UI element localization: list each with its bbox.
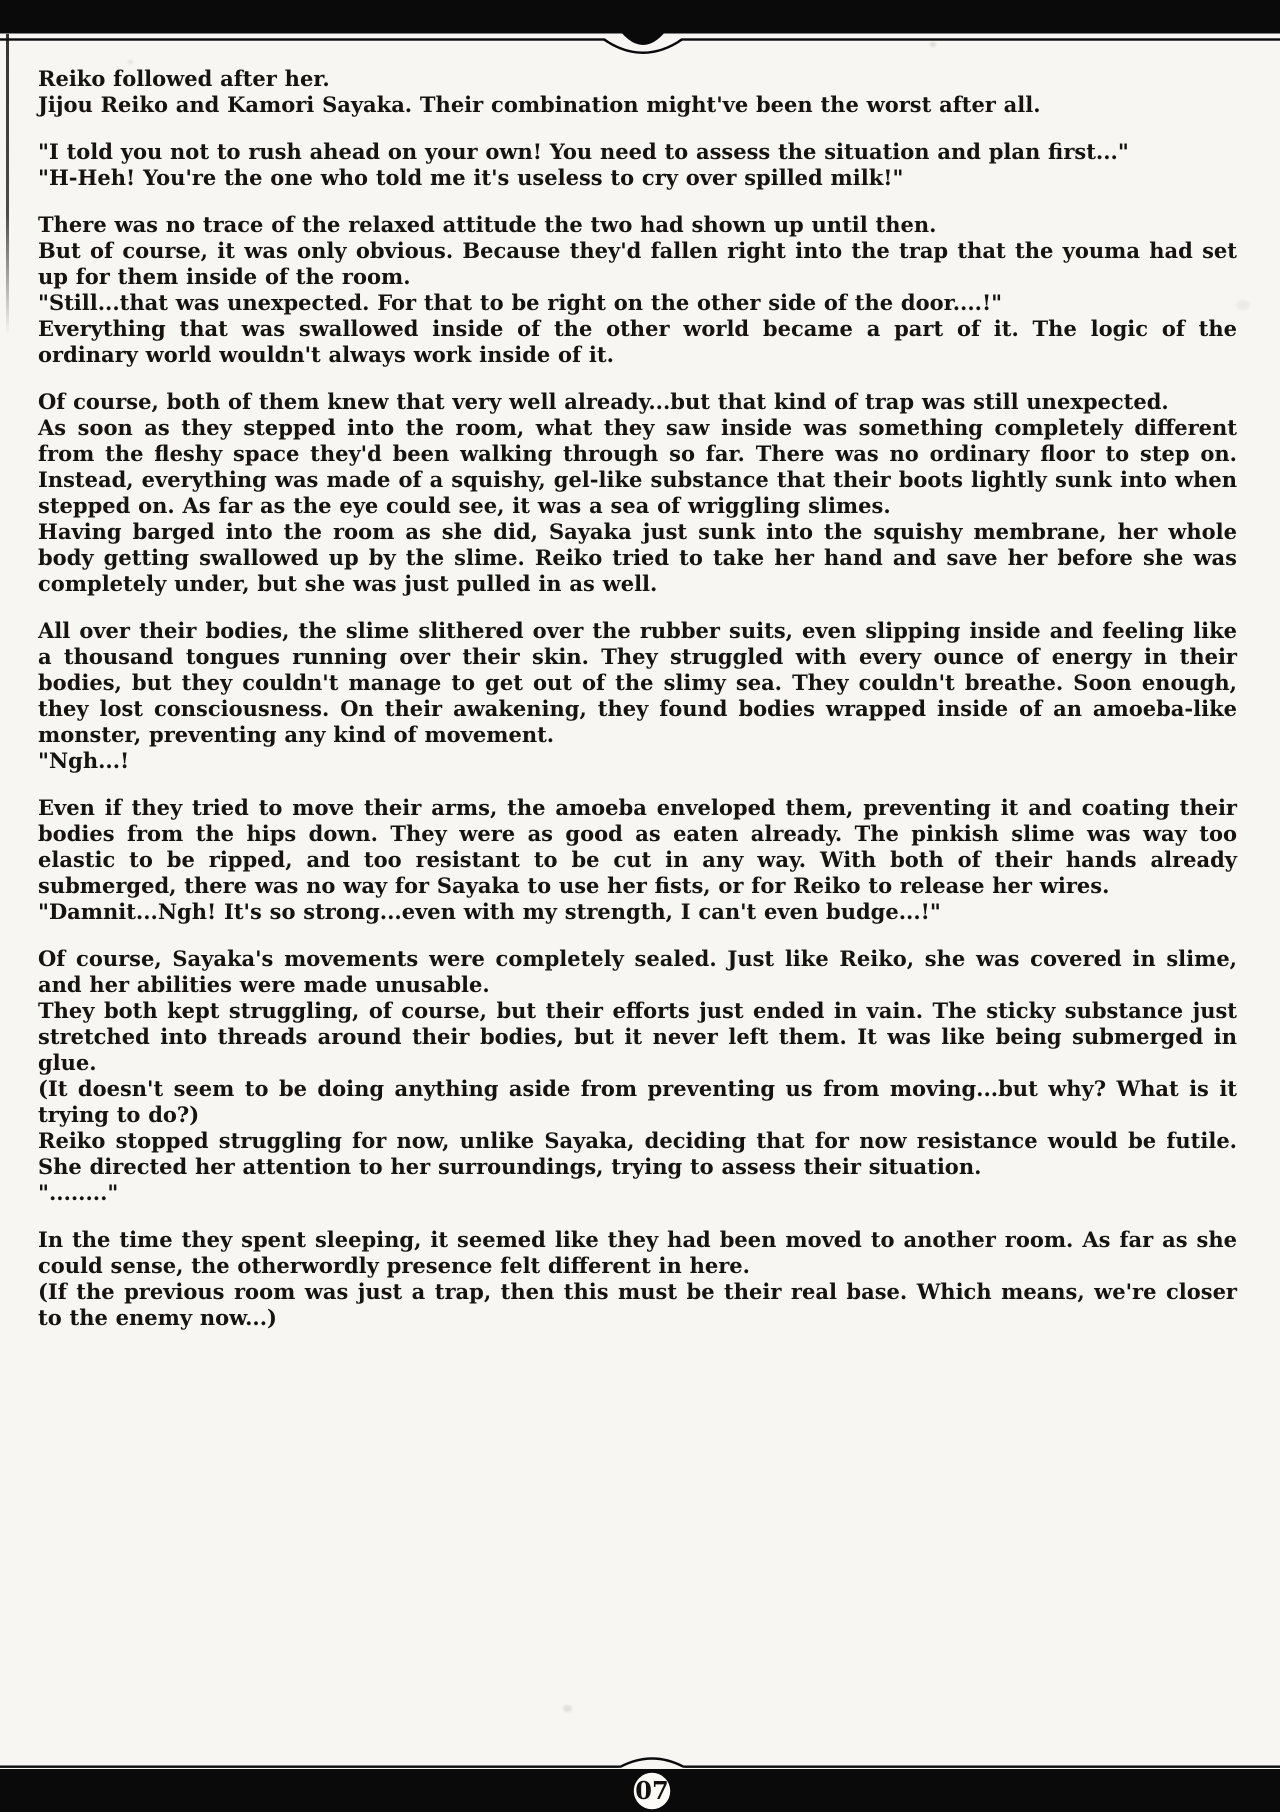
text-sentence: But of course, it was only obvious. Because they'd fallen right into the trap that the youma had set up for them inside of the room. <box>38 238 1237 289</box>
text-sentence: Jijou Reiko and Kamori Sayaka. Their combination might've been the worst after all. <box>38 92 1041 117</box>
text-sentence: Having barged into the room as she did, Sayaka just sunk into the squishy membrane, her whole body getting swallowed up by the slime. Reiko tried to take her hand and save her before she was completely under, but she was just pulled in as well. <box>38 519 1237 596</box>
text-sentence: "........" <box>38 1180 119 1205</box>
text-sentence: "Damnit...Ngh! It's so strong...even with my strength, I can't even budge...!" <box>38 899 941 924</box>
paragraph-group-3 <box>38 212 1237 368</box>
text-sentence: (If the previous room was just a trap, then this must be their real base. Which means, we're closer to the enemy now...) <box>38 1279 1237 1330</box>
paragraph-group-6 <box>38 795 1237 925</box>
scan-speck <box>1236 300 1250 310</box>
paragraph-group-7 <box>38 946 1237 1206</box>
scan-artifact-line <box>6 34 9 334</box>
text-sentence: They both kept struggling, of course, but their efforts just ended in vain. The sticky substance just stretched into threads around their bodies, but it never left them. It was like being submerged in glue. <box>38 998 1237 1075</box>
text-sentence: Everything that was swallowed inside of the other world became a part of it. The logic of the ordinary world wouldn't always work inside of it. <box>38 316 1237 367</box>
paragraph-group-5 <box>38 618 1237 774</box>
text-sentence: "Ngh...! <box>38 748 130 773</box>
paragraph-group-4 <box>38 389 1237 597</box>
paragraph-group-8 <box>38 1227 1237 1331</box>
text-sentence: (It doesn't seem to be doing anything aside from preventing us from moving...but why? What is it trying to do?) <box>38 1076 1237 1127</box>
paragraph-group-2 <box>38 139 1237 191</box>
text-sentence: All over their bodies, the slime slithered over the rubber suits, even slipping inside and feeling like a thousand tongues running over their skin. They struggled with every ounce of energy in their bodies, but they couldn't manage to get out of the slimy sea. They couldn't breathe. Soon enough, they lost consciousness. On their awakening, they found bodies wrapped inside of an amoeba-like monster, preventing any kind of movement. <box>38 618 1237 747</box>
text-sentence: Even if they tried to move their arms, the amoeba enveloped them, preventing it and coating their bodies from the hips down. They were as good as eaten already. The pinkish slime was way too elastic to be ripped, and too resistant to be cut in any way. With both of their hands already submerged, there was no way for Sayaka to use her fists, or for Reiko to release her wires. <box>38 795 1237 898</box>
top-border-bar <box>0 0 1280 60</box>
page-number: 07 <box>635 1776 669 1805</box>
bottom-border-bar <box>0 1752 1280 1812</box>
text-sentence: Reiko stopped struggling for now, unlike Sayaka, deciding that for now resistance would be futile. She directed her attention to her surroundings, trying to assess their situation. <box>38 1128 1237 1179</box>
text-sentence: As soon as they stepped into the room, what they saw inside was something completely different from the fleshy space they'd been walking through so far. There was no ordinary floor to step on. Instead, everything was made of a squishy, gel-like substance that their boots lightly sunk into when stepped on. As far as the eye could see, it was a sea of wriggling slimes. <box>38 415 1237 518</box>
text-sentence: There was no trace of the relaxed attitude the two had shown up until then. <box>38 212 937 237</box>
scan-speck <box>930 42 936 47</box>
story-text <box>38 66 1237 1352</box>
text-sentence: "Still...that was unexpected. For that to be right on the other side of the door....!" <box>38 290 1003 315</box>
text-sentence: Reiko followed after her. <box>38 66 330 91</box>
scan-speck <box>563 1705 572 1712</box>
text-sentence: In the time they spent sleeping, it seemed like they had been moved to another room. As far as she could sense, the otherwordly presence felt different in here. <box>38 1227 1237 1278</box>
scan-speck <box>128 60 133 64</box>
text-sentence: Of course, both of them knew that very well already...but that kind of trap was still unexpected. <box>38 389 1169 414</box>
top-bar <box>0 0 1280 34</box>
text-sentence: "I told you not to rush ahead on your own! You need to assess the situation and plan first..." <box>38 139 1129 164</box>
paragraph-group-1 <box>38 66 1237 118</box>
text-sentence: "H-Heh! You're the one who told me it's useless to cry over spilled milk!" <box>38 165 904 190</box>
text-sentence: Of course, Sayaka's movements were completely sealed. Just like Reiko, she was covered in slime, and her abilities were made unusable. <box>38 946 1237 997</box>
